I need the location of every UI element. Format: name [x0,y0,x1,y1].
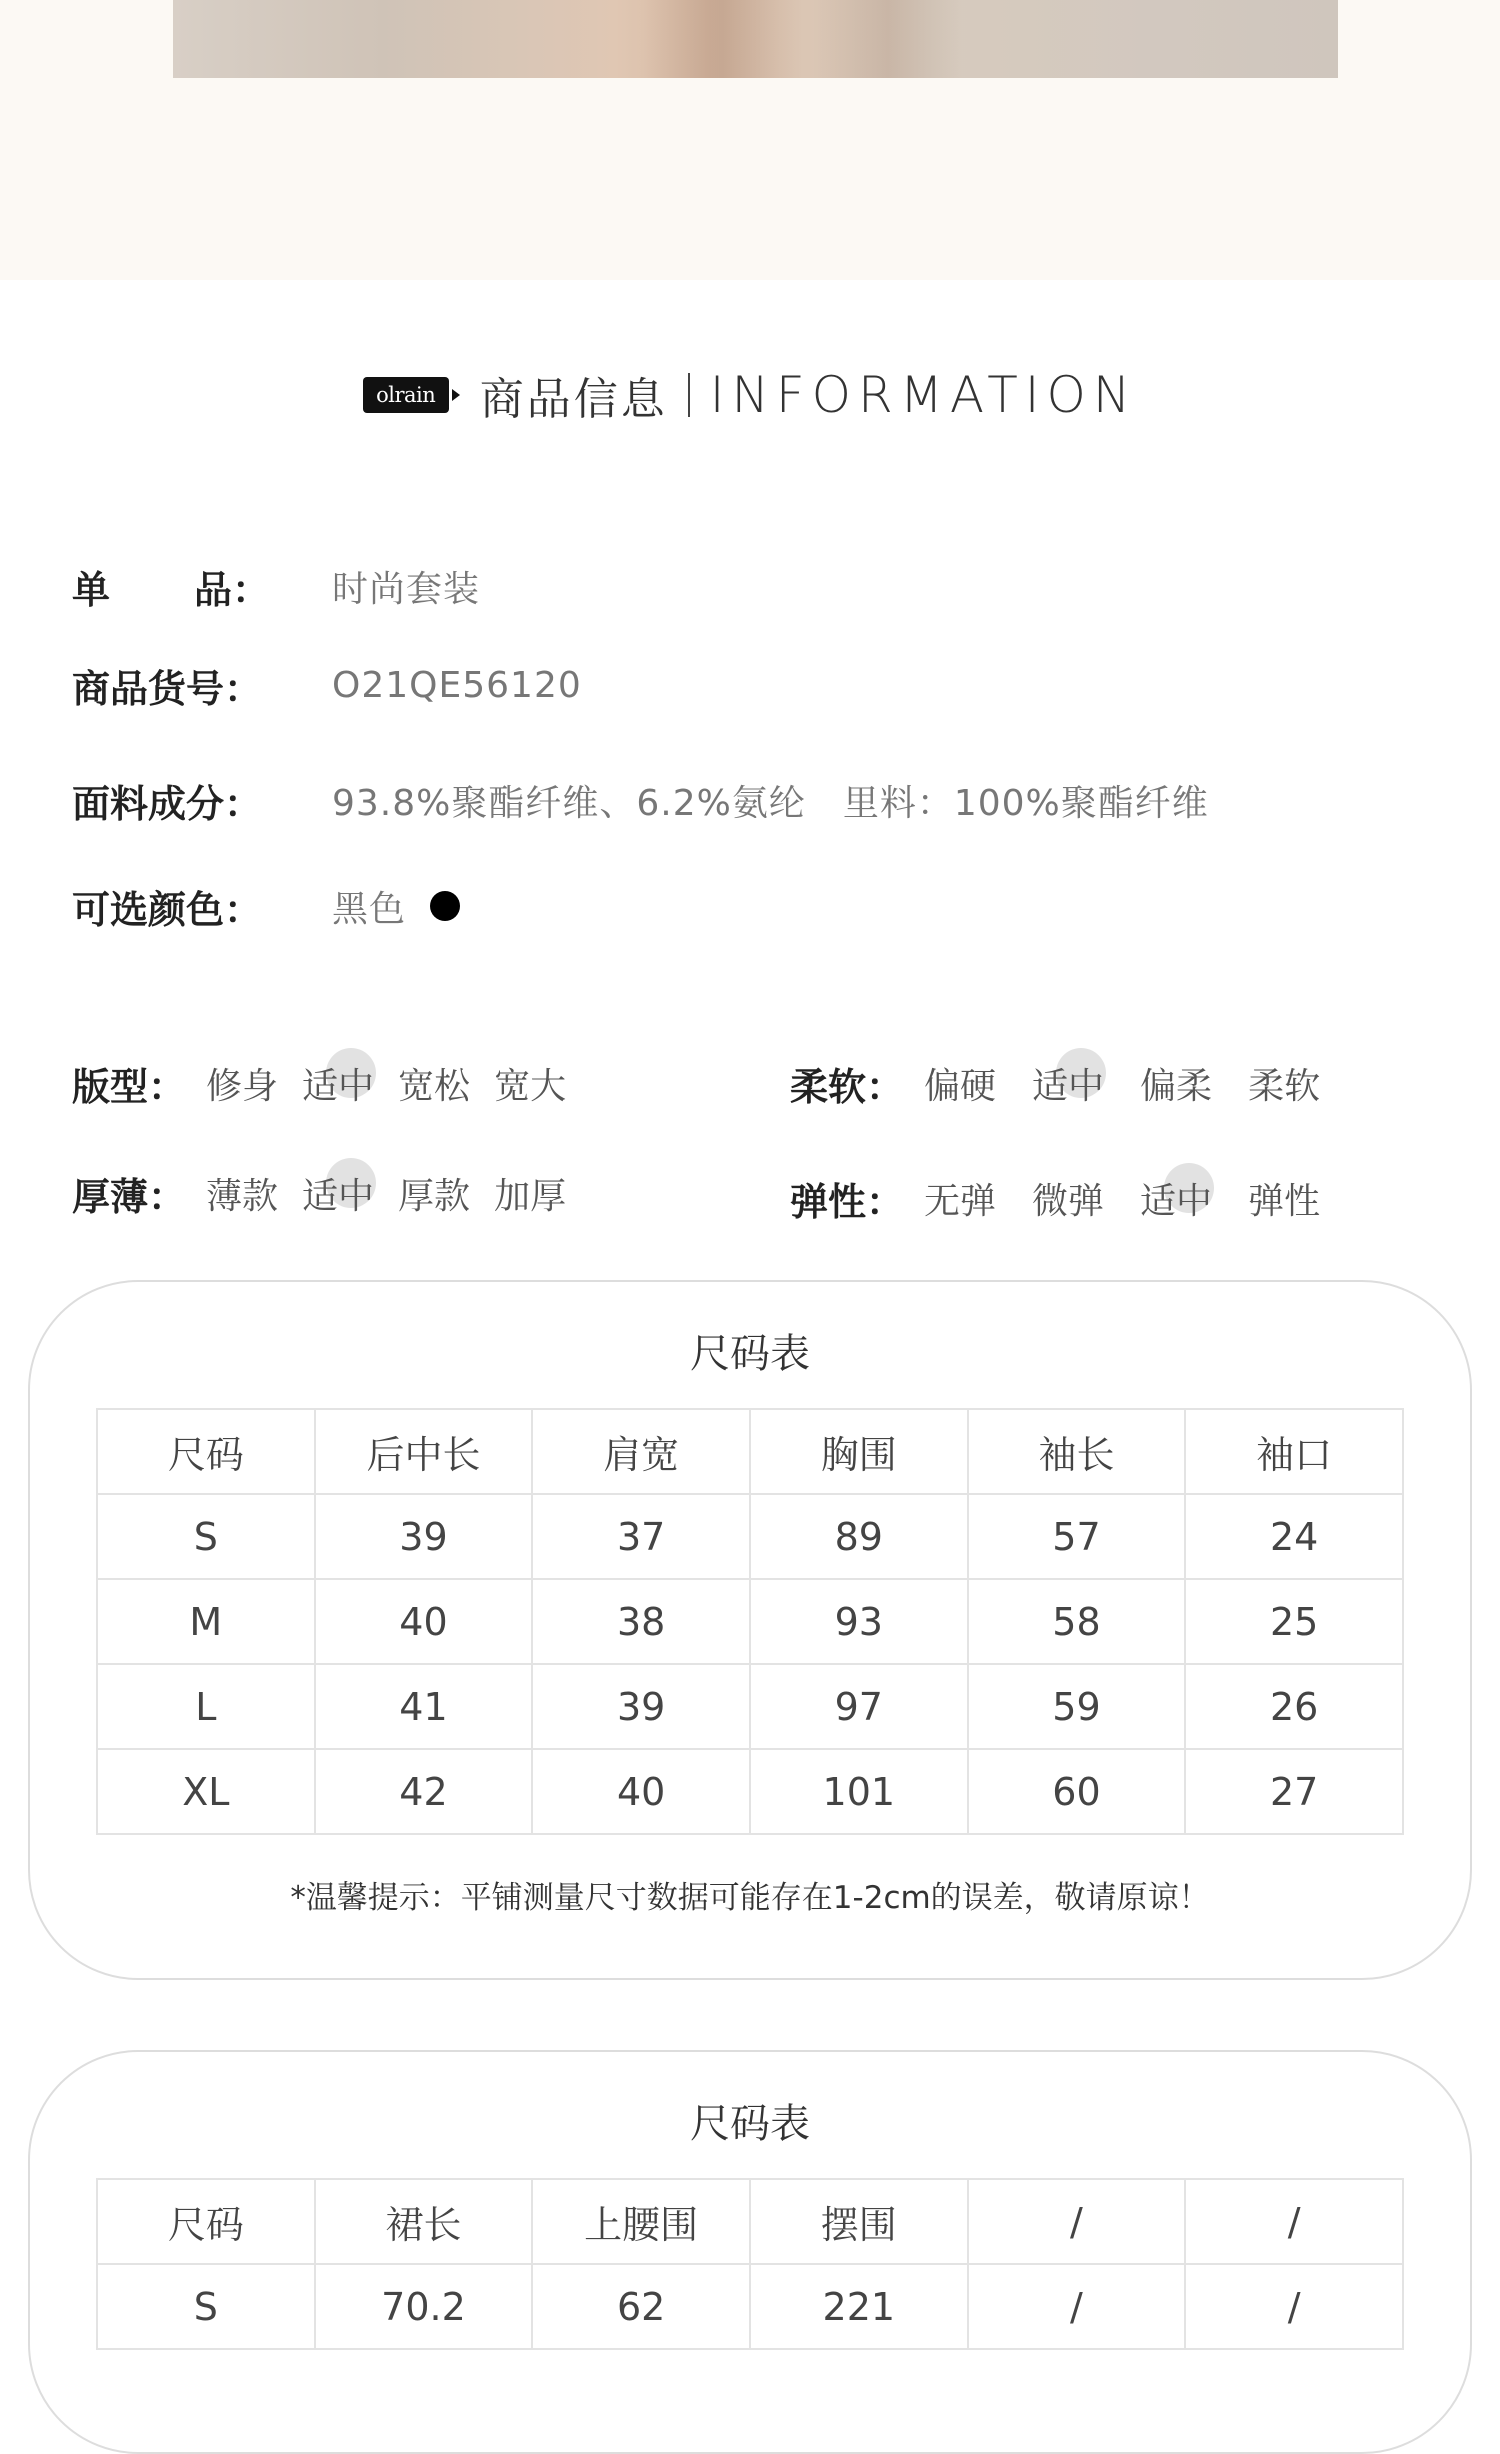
table-header-cell: 摆围 [750,2179,968,2264]
table-header-cell: 袖长 [968,1409,1186,1494]
attr-option: 宽松 [398,1065,471,1107]
table-cell: 70.2 [315,2264,533,2349]
table-cell: 26 [1185,1664,1403,1749]
table-row [97,2264,1403,2349]
attr-option: 偏柔 [1140,1065,1213,1107]
attr-option: 弹性 [1248,1180,1321,1222]
attr-option-selected: 适中 [1140,1173,1212,1224]
spec-label: 单 品： [72,567,271,612]
table-cell: M [97,1579,315,1664]
attr-option-selected: 适中 [302,1168,374,1219]
size-chart-note: *温馨提示：平铺测量尺寸数据可能存在1-2cm的误差，敬请原谅！ [290,1880,1210,1916]
spec-value: 黑色 [332,888,407,930]
size-chart-title: 尺码表 [690,2101,810,2147]
top-banner-area [0,0,1500,280]
table-header-cell: 后中长 [315,1409,533,1494]
attr-row-elasticity [790,1168,1344,1228]
table-cell: S [97,1494,315,1579]
attr-option-selected: 适中 [302,1058,374,1109]
spec-row-sku [72,655,582,715]
top-size-table [96,1408,1404,1835]
title-divider [688,373,690,417]
table-cell: 101 [750,1749,968,1834]
attr-option: 宽大 [494,1065,567,1107]
attr-row-softness [790,1053,1344,1113]
table-header-cell: 上腰围 [532,2179,750,2264]
top-size-chart-card [28,1280,1472,1980]
table-row [97,1664,1403,1749]
attr-option: 修身 [206,1065,279,1107]
table-cell: 40 [315,1579,533,1664]
table-header-cell: 尺码 [97,2179,315,2264]
table-cell: 57 [968,1494,1186,1579]
attr-option: 偏硬 [924,1065,997,1107]
table-header-cell: 肩宽 [532,1409,750,1494]
photo-shade-right-leg [813,0,963,78]
table-cell: / [1185,2264,1403,2349]
table-cell: 93 [750,1579,968,1664]
table-header-cell: 胸围 [750,1409,968,1494]
table-header-cell: 裙长 [315,2179,533,2264]
table-header-cell: / [968,2179,1186,2264]
table-cell: 97 [750,1664,968,1749]
table-cell: 27 [1185,1749,1403,1834]
info-title-en: INFORMATION [709,366,1138,424]
table-header-cell: / [1185,2179,1403,2264]
size-chart-title: 尺码表 [690,1331,810,1377]
table-cell: 38 [532,1579,750,1664]
spec-row-fabric [72,770,1209,830]
table-cell: 60 [968,1749,1186,1834]
attr-label: 厚薄： [72,1174,187,1219]
table-cell: 89 [750,1494,968,1579]
info-section-header [0,360,1500,430]
table-cell: 24 [1185,1494,1403,1579]
table-cell: 62 [532,2264,750,2349]
attr-option: 厚款 [398,1175,471,1217]
table-header-cell: 尺码 [97,1409,315,1494]
attr-option: 薄款 [206,1175,279,1217]
info-title-cn: 商品信息 [479,374,668,425]
table-cell: 40 [532,1749,750,1834]
attr-option: 加厚 [494,1175,567,1217]
attr-label: 柔软： [790,1064,905,1109]
table-cell: 39 [315,1494,533,1579]
spec-row-color [72,876,460,936]
table-cell: 42 [315,1749,533,1834]
spec-label: 可选颜色： [72,887,263,932]
table-cell: 39 [532,1664,750,1749]
product-photo-bottom-edge [173,0,1338,78]
table-cell: 59 [968,1664,1186,1749]
skirt-size-table [96,2178,1404,2350]
table-cell: 37 [532,1494,750,1579]
attr-label: 版型： [72,1064,187,1109]
attr-option-selected: 适中 [1032,1058,1104,1109]
table-row [97,1579,1403,1664]
spec-label: 商品货号： [72,666,263,711]
arrow-right-icon [452,389,460,401]
table-cell: / [968,2264,1186,2349]
photo-shade-left-leg [643,0,803,78]
spec-label: 面料成分： [72,781,263,826]
spec-value: 93.8%聚酯纤维、6.2%氨纶 里料：100%聚酯纤维 [332,782,1209,824]
color-swatch-black[interactable] [430,891,460,921]
table-header-row [97,1409,1403,1494]
table-cell: 25 [1185,1579,1403,1664]
spec-value: 时尚套装 [332,568,481,610]
attr-option: 柔软 [1248,1065,1321,1107]
table-cell: 41 [315,1664,533,1749]
table-row [97,1494,1403,1579]
table-cell: XL [97,1749,315,1834]
attr-option: 无弹 [924,1180,997,1222]
table-cell: L [97,1664,315,1749]
table-header-row [97,2179,1403,2264]
skirt-size-chart-card [28,2050,1472,2454]
attr-option: 微弹 [1032,1180,1105,1222]
table-cell: S [97,2264,315,2349]
table-row [97,1749,1403,1834]
attr-label: 弹性： [790,1179,905,1224]
attr-row-thickness [72,1163,590,1223]
table-cell: 221 [750,2264,968,2349]
table-header-cell: 袖口 [1185,1409,1403,1494]
spec-value: O21QE56120 [332,664,582,706]
spec-row-item [72,556,480,616]
table-cell: 58 [968,1579,1186,1664]
brand-logo: olrain [363,377,449,413]
attr-row-fit [72,1053,590,1113]
